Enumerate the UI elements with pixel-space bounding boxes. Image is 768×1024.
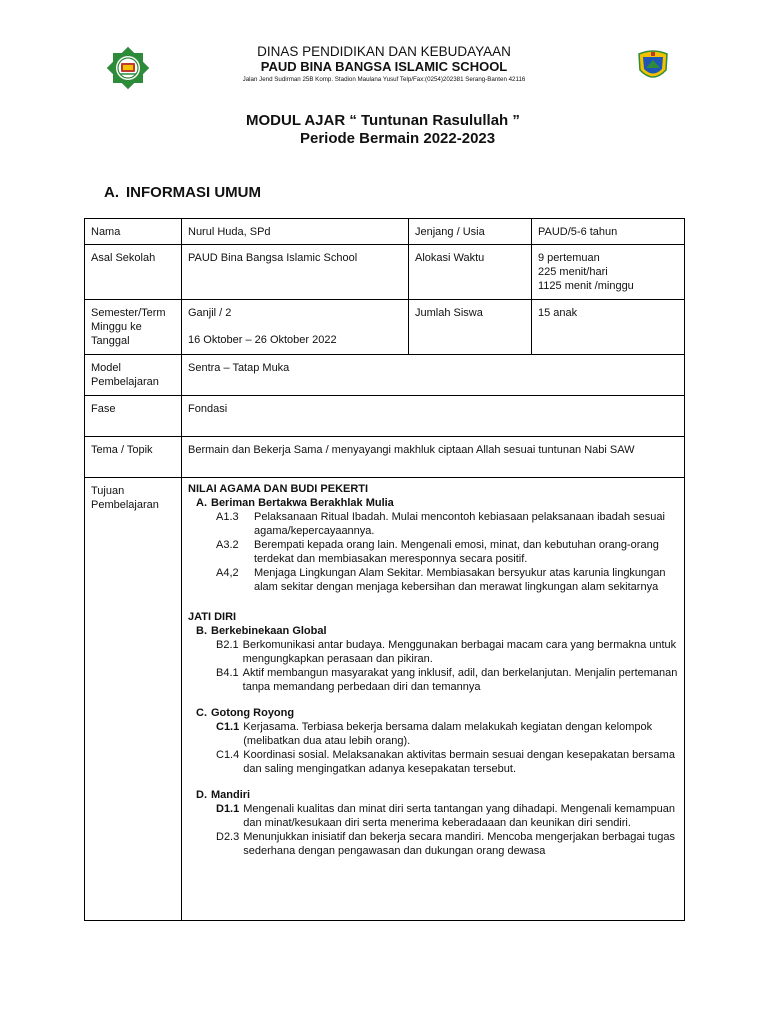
item-code: D2.3 — [216, 831, 240, 843]
list-item — [188, 720, 678, 748]
tujuan-label-1: Tujuan — [91, 485, 125, 497]
item-text: Menunjukkan inisiatif dan bekerja secara mandiri. Mencoba mengerjakan berbagai tugas sederhana dengan pengawasan dan dukungan orang dewasa — [243, 831, 675, 857]
section-label: INFORMASI UMUM — [126, 184, 261, 201]
list-item — [188, 510, 678, 538]
module-title: MODUL AJAR “ Tuntunan Rasulullah ” — [246, 112, 520, 129]
item-code: D1.1 — [216, 803, 240, 815]
table-row — [85, 245, 685, 300]
item-text: Koordinasi sosial. Melaksanakan aktivitas bermain sesuai dengan kesepakatan bersama dan saling mengingatkan adanya kesepakatan tersebut. — [243, 749, 675, 775]
item-code: A1.3 — [216, 511, 239, 523]
tujuan-label-2: Pembelajaran — [91, 499, 159, 511]
model-label — [85, 355, 182, 396]
jenjang-label: Jenjang / Usia — [409, 219, 532, 245]
jumlah-value: 15 anak — [532, 300, 685, 355]
subsection-b-label: Berkebinekaan Global — [211, 625, 327, 637]
tujuan-label — [85, 478, 182, 921]
module-period: Periode Bermain 2022-2023 — [300, 130, 496, 147]
subsection-c-heading — [188, 706, 678, 720]
subsection-b-marker: B. — [196, 625, 207, 637]
item-code: A4,2 — [216, 567, 239, 579]
item-code: A3.2 — [216, 539, 239, 551]
alokasi-hari: 225 menit/hari — [538, 266, 608, 278]
tema-label: Tema / Topik — [85, 437, 182, 478]
info-table — [84, 218, 685, 921]
subsection-d-heading — [188, 788, 678, 802]
nama-value: Nurul Huda, SPd — [182, 219, 409, 245]
subsection-c-label: Gotong Royong — [211, 707, 295, 719]
jati-diri-heading: JATI DIRI — [188, 611, 237, 623]
table-row — [85, 437, 685, 478]
subsection-c-marker: C. — [196, 707, 207, 719]
table-row — [85, 300, 685, 355]
semester-value — [182, 300, 409, 355]
semester-label-3: Tanggal — [91, 335, 130, 347]
item-code: B4.1 — [216, 667, 239, 679]
asal-label: Asal Sekolah — [85, 245, 182, 300]
jenjang-value: PAUD/5-6 tahun — [532, 219, 685, 245]
item-text: Berempati kepada orang lain. Mengenali emosi, minat, dan kebutuhan orang-orang terdekat dan membiasakan meresponnya secara positif. — [254, 539, 659, 565]
list-item — [188, 802, 678, 830]
subsection-d-label: Mandiri — [211, 789, 251, 801]
item-text: Pelaksanaan Ritual Ibadah. Mulai mencontoh kebiasaan pelaksanaan ibadah sesuai agama/kepercayaannya. — [254, 511, 665, 537]
semester-label-2: Minggu ke — [91, 321, 142, 333]
table-row — [85, 355, 685, 396]
semester-label-1: Semester/Term — [91, 307, 166, 319]
nilai-agama-heading: NILAI AGAMA DAN BUDI PEKERTI — [188, 483, 369, 495]
alokasi-value — [532, 245, 685, 300]
alokasi-minggu: 1125 menit /minggu — [538, 280, 634, 292]
item-text: Menjaga Lingkungan Alam Sekitar. Membiasakan bersyukur atas karunia lingkungan alam sekitar dengan menjaga kebersihan dan merawat lingkungan alam sekitarnya — [254, 567, 666, 593]
item-code: B2.1 — [216, 639, 239, 651]
section-heading — [104, 184, 261, 201]
subsection-a-heading — [188, 496, 678, 510]
table-row — [85, 396, 685, 437]
school-address: Jalan Jend Sudirman 25B Komp. Stadion Maulana Yusuf Telp/Fax:(0254)202381 Serang-Banten 42116 — [242, 76, 526, 83]
item-text: Mengenali kualitas dan minat diri serta tantangan yang dihadapi. Mengenali kemampuan dan minat/kesukaan diri serta menerima keberadaaan dan keunikan diri sendiri. — [243, 803, 675, 829]
alokasi-label: Alokasi Waktu — [409, 245, 532, 300]
semester-label — [85, 300, 182, 355]
item-code: C1.4 — [216, 749, 240, 761]
tanggal-value: 16 Oktober – 26 Oktober 2022 — [188, 334, 337, 346]
model-label-1: Model — [91, 362, 121, 374]
list-item — [188, 748, 678, 776]
alokasi-pertemuan: 9 pertemuan — [538, 252, 600, 264]
tujuan-content — [182, 478, 685, 921]
nama-label: Nama — [85, 219, 182, 245]
item-text: Berkomunikasi antar budaya. Menggunakan berbagai macam cara yang bermakna untuk mengungkapkan perasaan dan pikiran. — [242, 639, 677, 665]
subsection-a-label: Beriman Bertakwa Berakhlak Mulia — [211, 497, 394, 509]
model-label-2: Pembelajaran — [91, 376, 159, 388]
list-item — [188, 666, 678, 694]
subsection-a-marker: A. — [196, 497, 207, 509]
list-item — [188, 830, 678, 858]
list-item — [188, 638, 678, 666]
fase-value: Fondasi — [182, 396, 685, 437]
item-text: Kerjasama. Terbiasa bekerja bersama dalam melakukah kegiatan dengan kelompok (melibatkan dua atau lebih orang). — [243, 721, 653, 747]
table-row — [85, 478, 685, 921]
model-value: Sentra – Tatap Muka — [182, 355, 685, 396]
list-item — [188, 538, 678, 566]
semester-term: Ganjil / 2 — [188, 307, 232, 319]
item-code: C1.1 — [216, 721, 240, 733]
subsection-d-marker: D. — [196, 789, 207, 801]
jumlah-label: Jumlah Siswa — [409, 300, 532, 355]
list-item — [188, 566, 678, 594]
item-text: Aktif membangun masyarakat yang inklusif, adil, dan berkelanjutan. Menjalin pertemanan tanpa memandang perbedaan diri dan temannya — [242, 667, 678, 693]
tema-value: Bermain dan Bekerja Sama / menyayangi makhluk ciptaan Allah sesuai tuntunan Nabi SAW — [182, 437, 685, 478]
fase-label: Fase — [85, 396, 182, 437]
school-name: PAUD BINA BANGSA ISLAMIC SCHOOL — [260, 59, 508, 74]
subsection-b-heading — [188, 624, 678, 638]
section-letter: A. — [104, 184, 119, 201]
asal-value: PAUD Bina Bangsa Islamic School — [182, 245, 409, 300]
agency-name: DINAS PENDIDIKAN DAN KEBUDAYAAN — [257, 44, 511, 59]
table-row — [85, 219, 685, 245]
